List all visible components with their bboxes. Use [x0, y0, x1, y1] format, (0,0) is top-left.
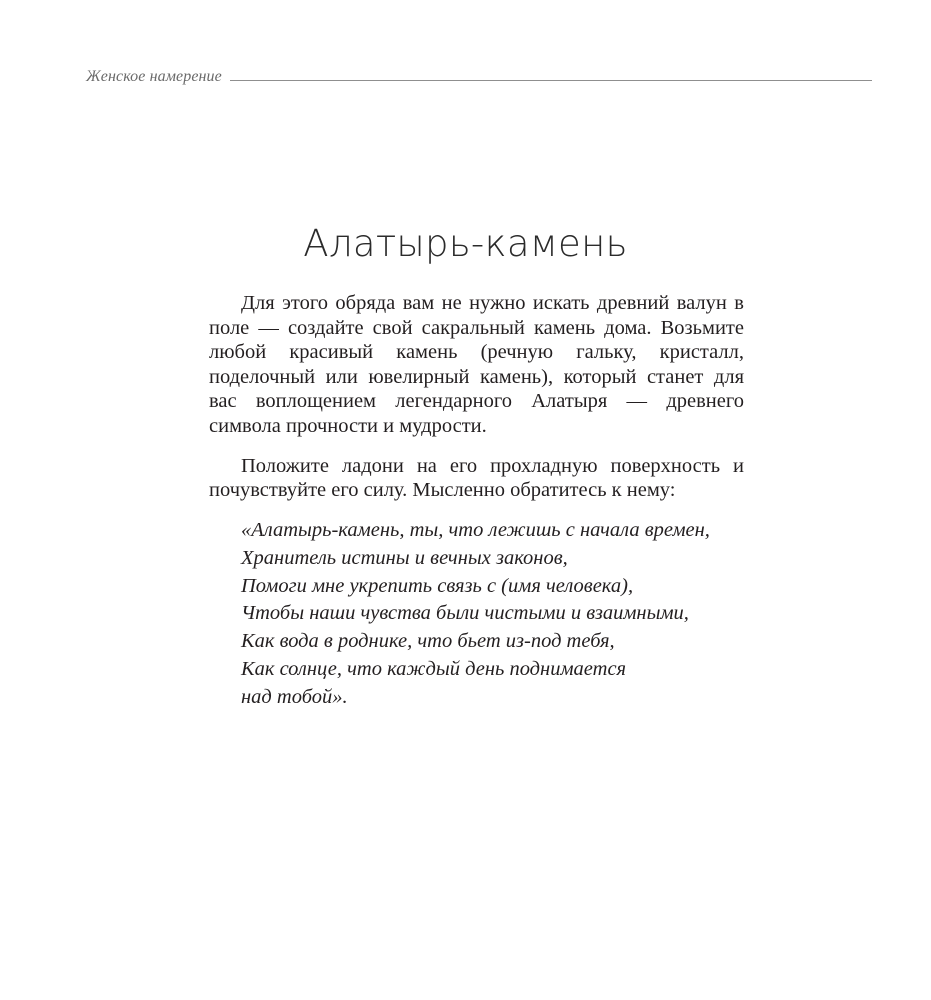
section-title: Алатырь-камень	[303, 222, 628, 265]
body-text	[209, 291, 744, 503]
incantation-line: Помоги мне укрепить связь с (имя человека),	[241, 574, 634, 597]
paragraph-instructions: Для этого обряда вам не нужно искать древний валун в поле — создайте свой сакральный камень дома. Возьмите любой красивый камень (речную гальку, кристалл, поделочный или ювелирный камень), который станет для вас воплощением легендарного Алатыря — древнего символа прочности и мудрости.	[209, 292, 744, 437]
incantation-block	[241, 517, 710, 712]
incantation-line: Хранитель истины и вечных законов,	[241, 546, 568, 569]
incantation-line: Чтобы наши чувства были чистыми и взаимными,	[241, 602, 689, 625]
header-rule	[230, 80, 872, 81]
running-header-title: Женское намерение	[86, 68, 222, 85]
running-header	[86, 66, 872, 88]
incantation-line: над тобой».	[241, 685, 348, 708]
paragraph-appeal: Положите ладони на его прохладную поверхность и почувствуйте его силу. Мысленно обратитесь к нему:	[209, 454, 744, 502]
incantation-line: Как вода в роднике, что бьет из-под тебя,	[241, 630, 615, 653]
incantation-line: «Алатырь-камень, ты, что лежишь с начала времен,	[241, 519, 710, 541]
incantation-line: Как солнце, что каждый день поднимается	[241, 657, 627, 680]
